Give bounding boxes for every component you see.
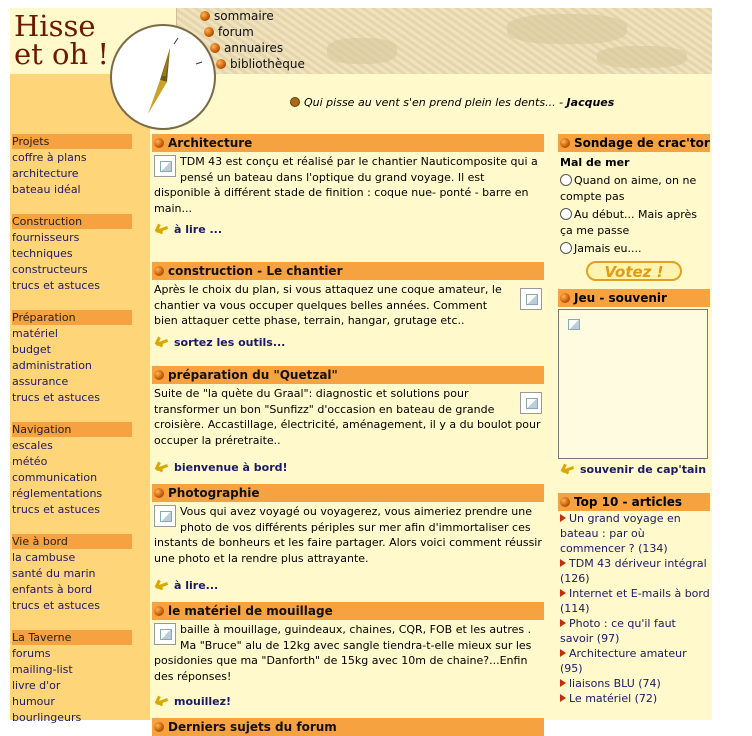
triangle-bullet-icon [560,559,566,567]
bullet-icon [216,59,226,69]
triangle-bullet-icon [560,619,566,627]
sidebar-link[interactable]: constructeurs [12,263,88,276]
triangle-bullet-icon [560,514,566,522]
article-mouillage [152,602,544,710]
image-placeholder-icon [520,392,542,414]
read-more-link[interactable]: sortez les outils... [154,329,542,351]
sidebar-link[interactable]: la cambuse [12,551,76,564]
read-more-link[interactable]: mouillez! [154,684,542,710]
logo-line1: Hisse [14,9,96,43]
right-column [558,134,710,706]
sidebar-link[interactable]: livre d'or [12,679,61,692]
poll-title: Sondage de crac'tor [558,134,710,152]
sidebar-group-title[interactable]: Construction [12,214,132,229]
radio-button[interactable] [560,174,572,186]
bullet-icon [560,497,570,507]
game-link[interactable]: souvenir de cap'tain [558,463,710,477]
bullet-icon [154,266,164,276]
poll-option[interactable]: Jamais eu.... [558,241,710,257]
radio-button[interactable] [560,208,572,220]
sidebar-link[interactable]: enfants à bord [12,583,93,596]
bullet-icon [154,488,164,498]
poll-option[interactable]: Quand on aime, on ne compte pas [560,174,697,203]
sidebar-group [12,310,132,406]
sidebar-group [12,214,132,294]
bullet-icon [560,293,570,303]
arrow-icon [156,338,170,346]
arrow-icon [156,581,170,589]
sidebar-group-title[interactable]: La Taverne [12,630,132,645]
nav-item-bibliotheque[interactable]: bibliothèque [216,56,305,72]
triangle-bullet-icon [560,694,566,702]
sidebar-link[interactable]: trucs et astuces [12,503,100,516]
article-photographie [152,484,544,594]
sidebar-link[interactable]: bateau idéal [12,183,81,196]
sidebar-link[interactable]: fournisseurs [12,231,80,244]
bullet-icon [560,138,570,148]
arrow-icon [156,225,170,233]
sidebar-group-title[interactable]: Préparation [12,310,132,325]
site-logo[interactable] [14,9,124,71]
tagline-author: Jacques [566,96,615,109]
sidebar-link[interactable]: réglementations [12,487,103,500]
sidebar-group [12,534,132,614]
top10-item[interactable]: Un grand voyage en bateau : par où commencer ? (134) [560,512,681,555]
sidebar-link[interactable]: mailing-list [12,663,73,676]
bullet-icon [154,606,164,616]
sidebar-link[interactable]: trucs et astuces [12,599,100,612]
article-text: Après le choix du plan, si vous attaquez une coque amateur, le chantier va vous occuper quelques belles années. Comment bien attaquer cette phase, terrain, hangar, grutage etc.. [154,283,502,327]
image-placeholder-icon [563,314,577,328]
bullet-icon [204,27,214,37]
image-placeholder-icon [520,288,542,310]
image-placeholder-icon [154,623,176,645]
sidebar-link[interactable]: météo [12,455,48,468]
sidebar-group [12,630,132,726]
section-title[interactable]: Derniers sujets du forum [152,718,544,736]
article-title[interactable]: Photographie [152,484,544,502]
left-sidebar [10,74,150,724]
sidebar-group [12,134,132,198]
article-architecture [152,134,544,238]
bullet-icon [200,11,210,21]
article-text: baille à mouillage, guindeaux, chaines, CQR, FOB et les autres . Ma "Bruce" alu de 12kg avec sangle tiendra-t-elle mieux sur les posidonies que ma "Danforth" de 15kg avec 10m de chaine?...Enfin des réponses! [154,623,532,683]
bullet-icon [154,370,164,380]
article-preparation [152,366,544,476]
read-more-link[interactable]: bienvenue à bord! [154,448,542,476]
image-placeholder-icon [154,155,176,177]
article-text: TDM 43 est conçu et réalisé par le chantier Nauticomposite qui a pensé un bateau dans l'optique du grand voyage. Il est disponible à différent stade de finition : coque nue- ponté - barre en main... [154,155,538,215]
read-more-link[interactable]: à lire ... [154,216,542,238]
article-title[interactable]: Architecture [152,134,544,152]
sidebar-link[interactable]: santé du marin [12,567,96,580]
sidebar-group-title[interactable]: Navigation [12,422,132,437]
nav-item-sommaire[interactable]: sommaire [200,8,305,24]
sidebar-link[interactable]: assurance [12,375,69,388]
sidebar-link[interactable]: forums [12,647,51,660]
article-title[interactable]: préparation du "Quetzal" [152,366,544,384]
tagline: Qui pisse au vent s'en prend plein les dents... - Jacques [290,96,614,109]
tagline-quote: Qui pisse au vent s'en prend plein les dents... [304,96,556,109]
top10-item[interactable]: Internet et E-mails à bord (114) [560,587,710,615]
sidebar-group-title[interactable]: Projets [12,134,132,149]
sidebar-group-title[interactable]: Vie à bord [12,534,132,549]
triangle-bullet-icon [560,679,566,687]
article-text: Vous qui avez voyagé ou voyagerez, vous aimeriez prendre une photo de vos différents périples sur mer afin d'immortaliser ces instants de bonheurs et les faire partager. Alors voici comment réussir une photo et la rendre plus attrayante. [154,505,542,565]
bullet-icon [154,722,164,732]
bullet-icon [210,43,220,53]
section-forum-topics [152,718,544,736]
sidebar-link[interactable]: coffre à plans [12,151,87,164]
article-construction [152,262,544,350]
top10-title: Top 10 - articles [558,493,710,511]
article-text: Suite de "la quète du Graal": diagnostic et solutions pour transformer un bon "Sunfizz" d'occasion en bateau de grande croisière. Accastillage, électricité, aménagement, il y a du boulot pour occuper la préretraite.. [154,387,541,447]
sidebar-link[interactable]: bourlingeurs [12,711,82,724]
page [10,8,712,734]
arrow-icon [156,463,170,471]
poll-option[interactable]: Au début... Mais après ça me passe [560,208,698,237]
top10-item[interactable]: liaisons BLU (74) [558,676,710,691]
sidebar-link[interactable]: techniques [12,247,73,260]
sidebar-link[interactable]: humour [12,695,55,708]
article-title[interactable]: construction - Le chantier [152,262,544,280]
sidebar-link[interactable]: trucs et astuces [12,279,100,292]
sidebar-link[interactable]: matériel [12,327,58,340]
read-more-link[interactable]: à lire... [154,566,542,594]
arrow-icon [562,465,576,473]
bullet-icon [154,138,164,148]
nav-item-annuaires[interactable]: annuaires [210,40,305,56]
vote-button[interactable]: Votez ! [586,261,682,281]
radio-button[interactable] [560,242,572,254]
sidebar-link[interactable]: administration [12,359,92,372]
image-placeholder-icon [154,505,176,527]
top10-item[interactable]: TDM 43 dériveur intégral (126) [560,557,707,585]
game-image-frame[interactable] [558,309,708,459]
sidebar-link[interactable]: architecture [12,167,79,180]
top10-item[interactable]: Le matériel (72) [558,691,710,706]
triangle-bullet-icon [560,649,566,657]
top10-list [558,511,710,706]
sidebar-link[interactable]: trucs et astuces [12,391,100,404]
top-nav [200,8,305,72]
top10-item[interactable]: Photo : ce qu'il faut savoir (97) [560,617,676,645]
top10-item[interactable]: Architecture amateur (95) [560,647,687,675]
sidebar-link[interactable]: budget [12,343,51,356]
nav-item-forum[interactable]: forum [204,24,305,40]
article-title[interactable]: le matériel de mouillage [152,602,544,620]
game-title: Jeu - souvenir [558,289,710,307]
logo-line2: et oh ! [14,37,110,71]
triangle-bullet-icon [560,589,566,597]
poll-question: Mal de mer [560,156,630,169]
quote-icon [290,97,300,107]
sidebar-link[interactable]: escales [12,439,53,452]
sidebar-link[interactable]: communication [12,471,98,484]
arrow-icon [156,697,170,705]
sidebar-group [12,422,132,518]
